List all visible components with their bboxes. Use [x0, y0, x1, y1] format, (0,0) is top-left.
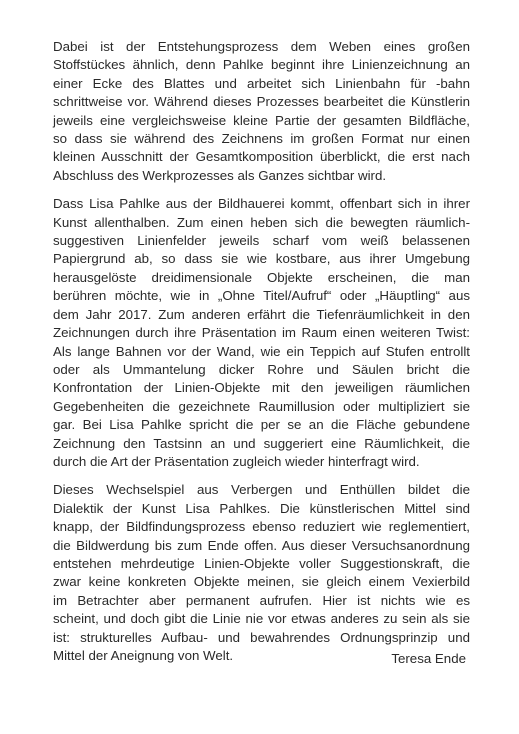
text-line: zwar keine konkreten Objekte meinen, sie gleich einem Vexierbild — [53, 574, 470, 590]
text-column — [53, 38, 470, 675]
text-line: scheint, und doch gibt die Linie nie vor etwas anderes zu sein als sie — [53, 611, 470, 627]
paragraph-3 — [53, 481, 470, 665]
text-line: dem Jahr 2017. Zum anderen erfährt die Tiefenräumlichkeit in den — [53, 306, 470, 322]
text-line: schrittweise vor. Während dieses Prozesses bearbeitet die Künstlerin — [53, 94, 470, 110]
text-line: einer Ecke des Blattes und arbeitet sich Linienbahn für -bahn — [53, 75, 470, 91]
text-line: Dialektik der Kunst Lisa Pahlkes. Die künstlerischen Mittel sind — [53, 500, 470, 516]
text-line: gar. Bei Lisa Pahlke spricht die per se an die Fläche gebundene — [53, 417, 470, 433]
text-line: Papiergrund ab, so dass sie wie kostbare, aus ihrer Umgebung — [53, 251, 470, 267]
text-line: Stoffstückes ähnlich, denn Pahlke beginnt ihre Linienzeichnung an — [53, 57, 470, 73]
text-line: Zeichnung den Tastsinn an und suggeriert eine Räumlichkeit, die — [53, 435, 470, 451]
text-line: suggestiven Linienfelder jeweils scharf vom weiß belassenen — [53, 233, 470, 249]
text-line: berühren möchte, wie in „Ohne Titel/Aufruf“ oder „Häuptling“ aus — [53, 288, 470, 304]
text-line: die Bildwerdung bis zum Ende offen. Aus dieser Versuchsanordnung — [53, 537, 470, 553]
text-line: Zeichnungen durch ihre Präsentation im Raum einen weiteren Twist: — [53, 325, 470, 341]
text-line: so dass sie während des Zeichnens im großen Format nur einen — [53, 131, 470, 147]
text-line: jeweils eine vergleichsweise kleine Partie der gesamten Bildfläche, — [53, 112, 470, 128]
text-line: im Betrachter aber permanent aufrufen. Hier ist nichts wie es — [53, 592, 470, 608]
text-line: entstehen mehrdeutige Linien-Objekte voller Suggestionskraft, die — [53, 555, 470, 571]
text-line: Mittel der Aneignung von Welt. — [53, 648, 234, 663]
author-signature: Teresa Ende — [391, 651, 466, 666]
text-line: Dass Lisa Pahlke aus der Bildhauerei kommt, offenbart sich in ihrer — [53, 196, 470, 212]
text-line: Kunst allenthalben. Zum einen heben sich die bewegten räumlich- — [53, 214, 470, 230]
text-line: Dieses Wechselspiel aus Verbergen und Enthüllen bildet die — [53, 482, 470, 498]
paragraph-2 — [53, 195, 470, 471]
text-line: knapp, der Bildfindungsprozess ebenso reduziert wie reglementiert, — [53, 519, 470, 535]
text-line: herausgelöste dreidimensionale Objekte erscheinen, die man — [53, 269, 470, 285]
text-line: kleinen Ausschnitt der Gesamtkomposition überblickt, die erst nach — [53, 149, 470, 165]
text-line: durch die Art der Präsentation zugleich wieder hinterfragt wird. — [53, 453, 420, 469]
text-line: ist: strukturelles Aufbau- und bewahrendes Ordnungsprinzip und — [53, 629, 470, 645]
text-line: oder als Ummantelung dicker Rohre und Säulen bricht die — [53, 361, 470, 377]
text-line: Gegebenheiten die gezeichnete Raumillusion oder multipliziert sie — [53, 398, 470, 414]
paragraph-1 — [53, 38, 470, 185]
text-line: Als lange Bahnen vor der Wand, wie ein Teppich auf Stufen entrollt — [53, 343, 470, 359]
text-line: Abschluss des Werkprozesses als Ganzes sichtbar wird. — [53, 167, 387, 183]
text-line: Konfrontation der Linien-Objekte mit den jeweiligen räumlichen — [53, 380, 470, 396]
text-line: Dabei ist der Entstehungsprozess dem Weben eines großen — [53, 39, 470, 54]
